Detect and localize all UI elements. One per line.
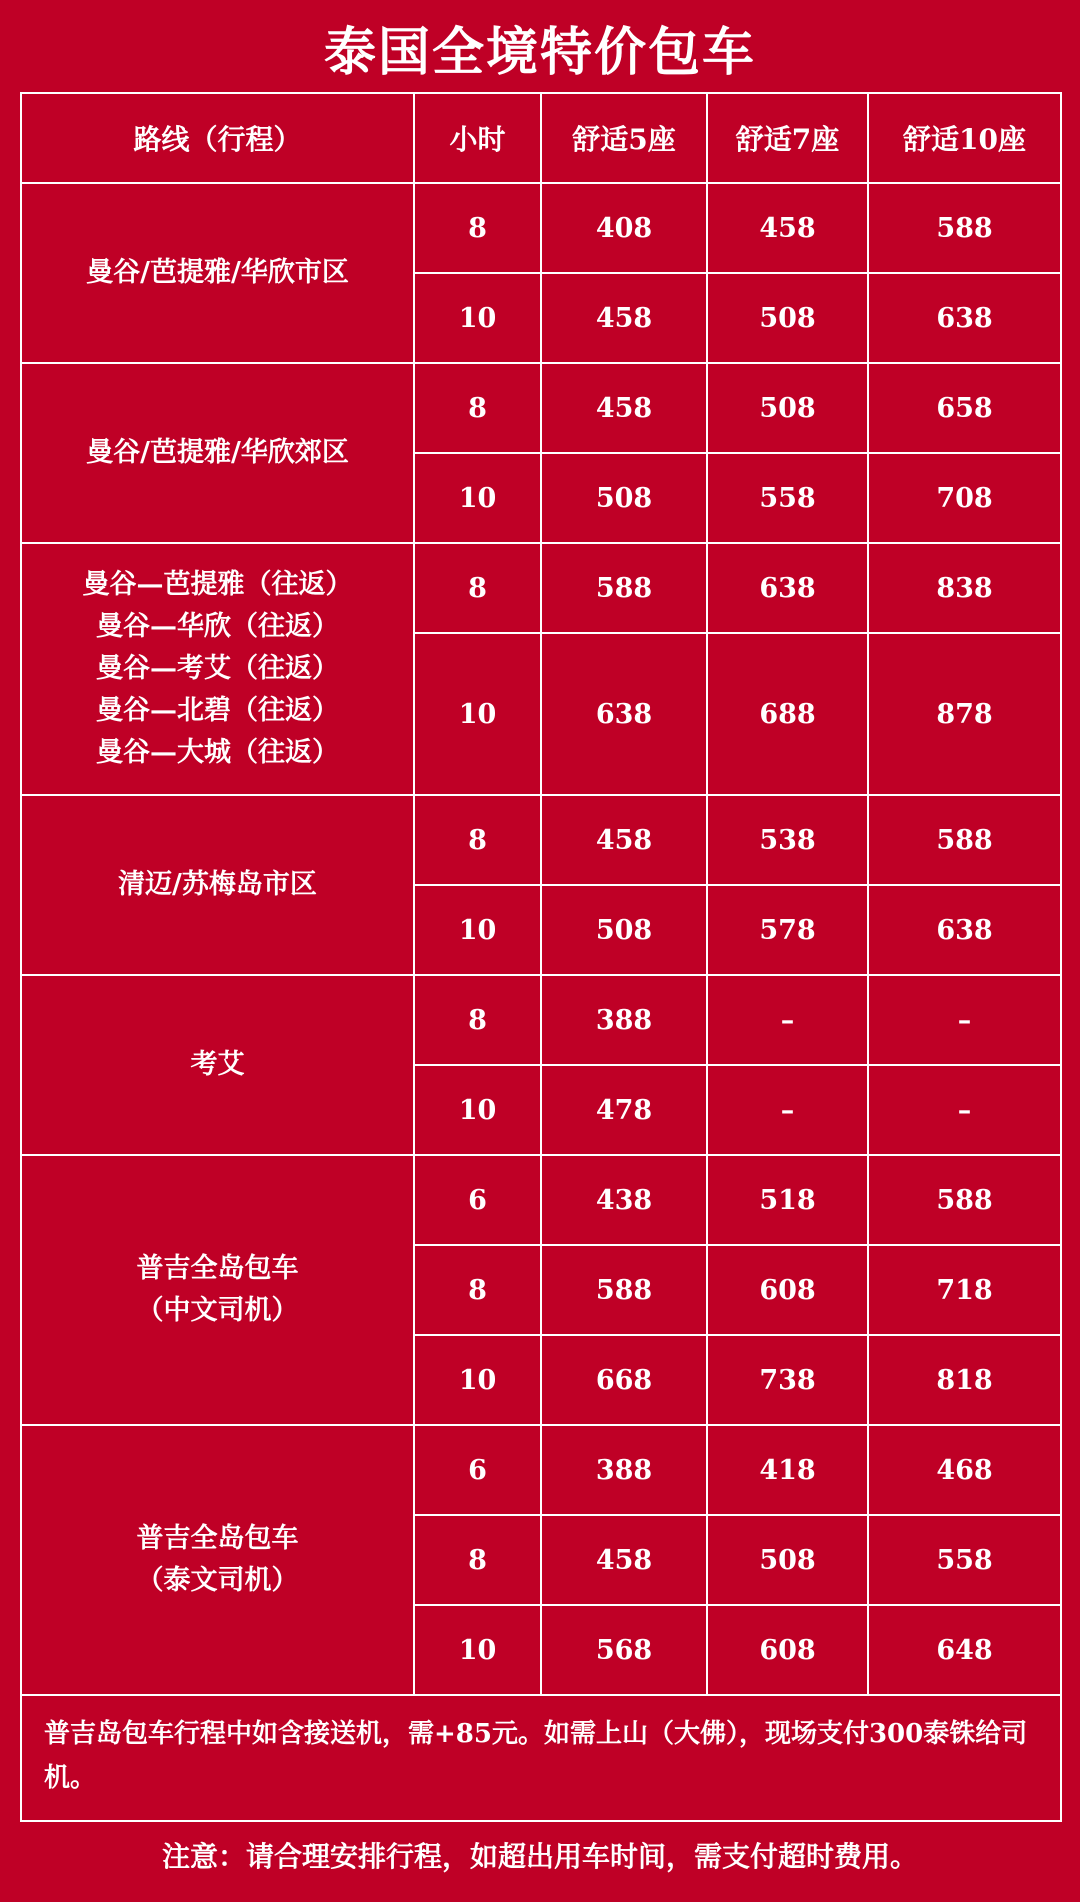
table-row (21, 1425, 1061, 1515)
seat7-cell: 458 (707, 183, 868, 273)
seat5-cell: 508 (541, 885, 707, 975)
seat5-cell: 458 (541, 363, 707, 453)
hours-cell: 10 (414, 453, 541, 543)
route-line: （中文司机） (136, 1295, 299, 1326)
route-line: 考艾 (190, 1049, 245, 1080)
hours-cell: 10 (414, 1065, 541, 1155)
page-title: 泰国全境特价包车 (323, 22, 756, 83)
hours-cell: 10 (414, 273, 541, 363)
route-line: 曼谷/芭提雅/华欣郊区 (86, 437, 349, 468)
route-line: 清迈/苏梅岛市区 (118, 869, 317, 900)
hours-cell: 10 (414, 1605, 541, 1695)
seat7-cell: – (707, 1065, 868, 1155)
route-line: 曼谷—北碧（往返） (96, 695, 339, 726)
seat10-cell: 588 (868, 1155, 1061, 1245)
route-cell (21, 1155, 414, 1425)
hours-cell: 8 (414, 543, 541, 633)
seat7-cell: 508 (707, 273, 868, 363)
hours-cell: 8 (414, 1515, 541, 1605)
hours-cell: 8 (414, 1245, 541, 1335)
seat10-cell: 648 (868, 1605, 1061, 1695)
seat7-cell: 608 (707, 1245, 868, 1335)
seat10-cell: 878 (868, 633, 1061, 795)
header-seat10: 舒适10座 (868, 93, 1061, 183)
seat10-cell: 638 (868, 273, 1061, 363)
header-seat5: 舒适5座 (541, 93, 707, 183)
seat7-cell: – (707, 975, 868, 1065)
seat7-cell: 518 (707, 1155, 868, 1245)
seat7-cell: 508 (707, 1515, 868, 1605)
seat5-cell: 588 (541, 1245, 707, 1335)
seat5-cell: 408 (541, 183, 707, 273)
table-row (21, 1155, 1061, 1245)
seat7-cell: 638 (707, 543, 868, 633)
seat7-cell: 538 (707, 795, 868, 885)
note-text: 普吉岛包车行程中如含接送机，需+85元。如需上山（大佛），现场支付300泰铢给司机。 (21, 1695, 1061, 1821)
route-line: 普吉全岛包车 (136, 1523, 299, 1554)
header-seat7: 舒适7座 (707, 93, 868, 183)
table-row (21, 183, 1061, 273)
route-cell (21, 975, 414, 1155)
hours-cell: 10 (414, 1335, 541, 1425)
seat5-cell: 458 (541, 273, 707, 363)
route-cell (21, 363, 414, 543)
seat10-cell: 638 (868, 885, 1061, 975)
price-table-container (20, 92, 1060, 1823)
seat10-cell: 708 (868, 453, 1061, 543)
seat7-cell: 558 (707, 453, 868, 543)
seat7-cell: 578 (707, 885, 868, 975)
seat5-cell: 388 (541, 975, 707, 1065)
table-header-row (21, 93, 1061, 183)
table-row (21, 795, 1061, 885)
seat5-cell: 638 (541, 633, 707, 795)
route-line: 曼谷—芭提雅（往返） (82, 569, 353, 600)
seat10-cell: 588 (868, 183, 1061, 273)
header-route: 路线（行程） (21, 93, 414, 183)
table-row (21, 975, 1061, 1065)
header-hours: 小时 (414, 93, 541, 183)
seat10-cell: 468 (868, 1425, 1061, 1515)
route-cell (21, 795, 414, 975)
route-line: 曼谷—考艾（往返） (96, 653, 339, 684)
seat5-cell: 478 (541, 1065, 707, 1155)
seat5-cell: 458 (541, 795, 707, 885)
seat10-cell: 838 (868, 543, 1061, 633)
seat10-cell: 818 (868, 1335, 1061, 1425)
footer-notice: 注意：请合理安排行程，如超出用车时间，需支付超时费用。 (161, 1840, 918, 1873)
seat5-cell: 568 (541, 1605, 707, 1695)
hours-cell: 8 (414, 363, 541, 453)
hours-cell: 8 (414, 795, 541, 885)
seat5-cell: 508 (541, 453, 707, 543)
note-row (21, 1695, 1061, 1821)
seat7-cell: 608 (707, 1605, 868, 1695)
hours-cell: 10 (414, 885, 541, 975)
seat5-cell: 388 (541, 1425, 707, 1515)
table-row (21, 543, 1061, 633)
seat10-cell: – (868, 1065, 1061, 1155)
route-cell (21, 1425, 414, 1695)
seat5-cell: 438 (541, 1155, 707, 1245)
seat10-cell: 558 (868, 1515, 1061, 1605)
price-table (20, 92, 1062, 1822)
route-line: 普吉全岛包车 (136, 1253, 299, 1284)
route-line: 曼谷/芭提雅/华欣市区 (86, 257, 349, 288)
route-line: 曼谷—华欣（往返） (96, 611, 339, 642)
route-cell (21, 183, 414, 363)
hours-cell: 8 (414, 183, 541, 273)
seat10-cell: 588 (868, 795, 1061, 885)
seat10-cell: 658 (868, 363, 1061, 453)
route-line: （泰文司机） (136, 1565, 299, 1596)
hours-cell: 8 (414, 975, 541, 1065)
seat5-cell: 668 (541, 1335, 707, 1425)
hours-cell: 6 (414, 1155, 541, 1245)
seat7-cell: 738 (707, 1335, 868, 1425)
seat7-cell: 418 (707, 1425, 868, 1515)
hours-cell: 10 (414, 633, 541, 795)
route-line: 曼谷—大城（往返） (96, 737, 339, 768)
seat10-cell: – (868, 975, 1061, 1065)
table-row (21, 363, 1061, 453)
hours-cell: 6 (414, 1425, 541, 1515)
seat5-cell: 588 (541, 543, 707, 633)
seat7-cell: 688 (707, 633, 868, 795)
seat5-cell: 458 (541, 1515, 707, 1605)
route-cell (21, 543, 414, 795)
seat7-cell: 508 (707, 363, 868, 453)
seat10-cell: 718 (868, 1245, 1061, 1335)
